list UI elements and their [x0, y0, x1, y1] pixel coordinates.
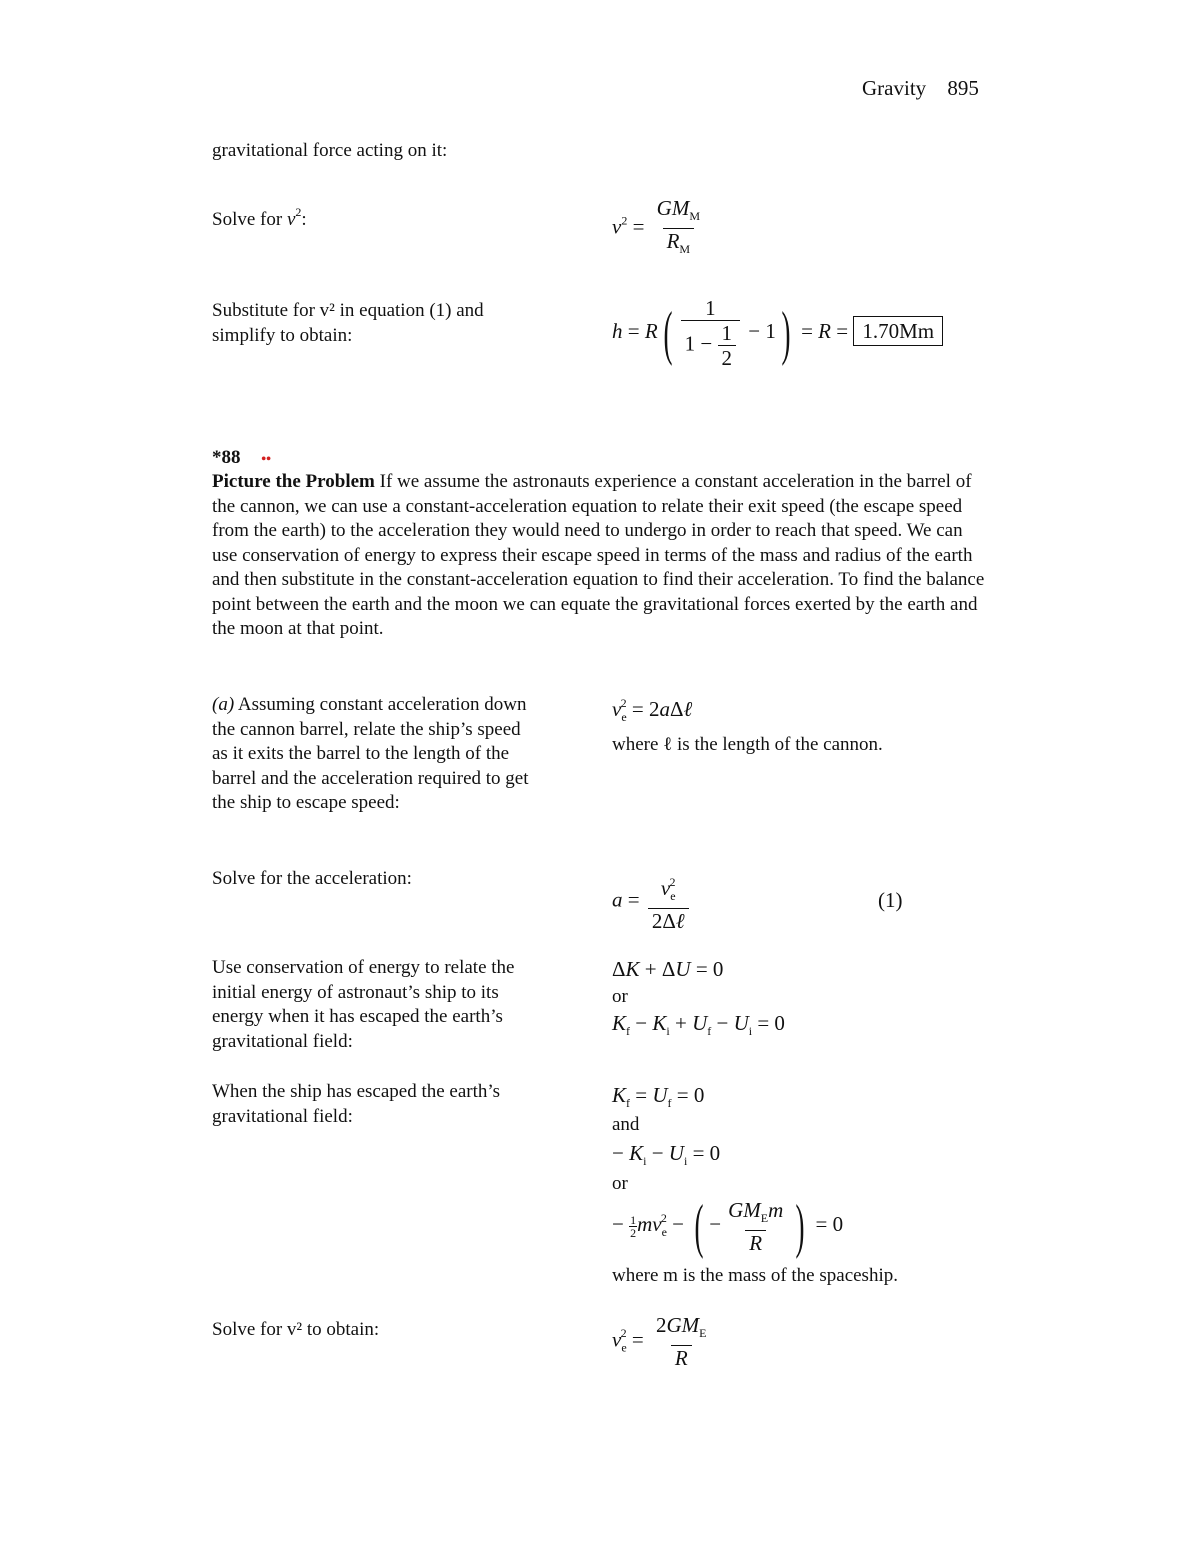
running-header [862, 76, 979, 101]
solve-v2-label: Solve for $v^2$: [212, 205, 307, 230]
energy-label: Use conservation of energy to relate the initial energy of astronaut’s ship to its energy when it has escaped the earth’s gravitational field: [212, 957, 515, 1052]
part-a-note: where ℓ is the length of the cannon. [612, 734, 883, 755]
connector-or: or [612, 1173, 628, 1194]
energy-connector: or [612, 986, 628, 1007]
page-number: 895 [947, 76, 979, 100]
problem-heading: Picture the Problem [212, 471, 375, 492]
equation-kf-uf: $K_f = U_f = 0$ [612, 1083, 705, 1110]
substitute-label: Substitute for v² in equation (1) and simplify to obtain: [212, 300, 484, 346]
equation-ve2-final: $v_e^2$ = $\frac{2GM_E}{R}$ [612, 1313, 707, 1370]
section-title: Gravity [862, 76, 927, 100]
escaped-note: where m is the mass of the spaceship. [612, 1265, 898, 1286]
equation-dk-du: ΔK + ΔU = 0 [612, 957, 724, 981]
equation-number: (1) [878, 888, 903, 912]
answer-box: 1.70Mm [853, 316, 943, 346]
escaped-label: When the ship has escaped the earth’s gravitational field: [212, 1081, 501, 1127]
problem-body: If we assume the astronauts experience a constant acceleration in the barrel of the cannon, we can use a constant-acceleration equation to relate their exit speed (the escape speed from the earth) to the acceleration they would need to undergo in order to reach that speed. We can use conservation of energy to express their escape speed in terms of the mass and radius of the earth and then substitute in the constant-acceleration equation to find their acceleration. To find the balance point between the earth and the moon we can equate the gravitational forces exerted by the earth and the moon at that point. [212, 471, 985, 639]
equation-kf-ki: $K_f - K_i + U_f - U_i = 0$ [612, 1011, 785, 1038]
equation-escape-energy: − $\frac{1}{2}$ $mv_e^2$ − ( − $\frac{GM_Em}{R}$ ) = 0 [612, 1193, 844, 1259]
equation-v2: $v^2$ = $\frac{GM_M}{R_M}$ [612, 196, 707, 261]
equation-accel: a = $\frac{v_e^2}{\text{2Δℓ}}$ [612, 870, 692, 933]
solve-accel-label: Solve for the acceleration: [212, 868, 412, 889]
part-a-label: (a) Assuming constant acceleration down the cannon barrel, relate the ship’s speed as it exits the barrel to the length of the barrel and the acceleration required to get the ship to escape speed: [212, 694, 529, 813]
solve-ve2-label: Solve for v² to obtain: [212, 1319, 380, 1340]
connector-and: and [612, 1114, 640, 1135]
equation-ki-ui: − $K_i - U_i = 0$ [612, 1141, 721, 1168]
equation-h: h = R( 1 1 − $\frac{1}{2}$ − 1) = R = 1.70Mm [612, 296, 943, 370]
equation-ve2-2al: $v_e^2$ = 2aΔℓ [612, 696, 693, 724]
problem-statement [212, 470, 988, 642]
difficulty-marker: •• [261, 452, 272, 467]
problem-number: *88 •• [212, 447, 272, 468]
intro-line: gravitational force acting on it: [212, 140, 448, 161]
